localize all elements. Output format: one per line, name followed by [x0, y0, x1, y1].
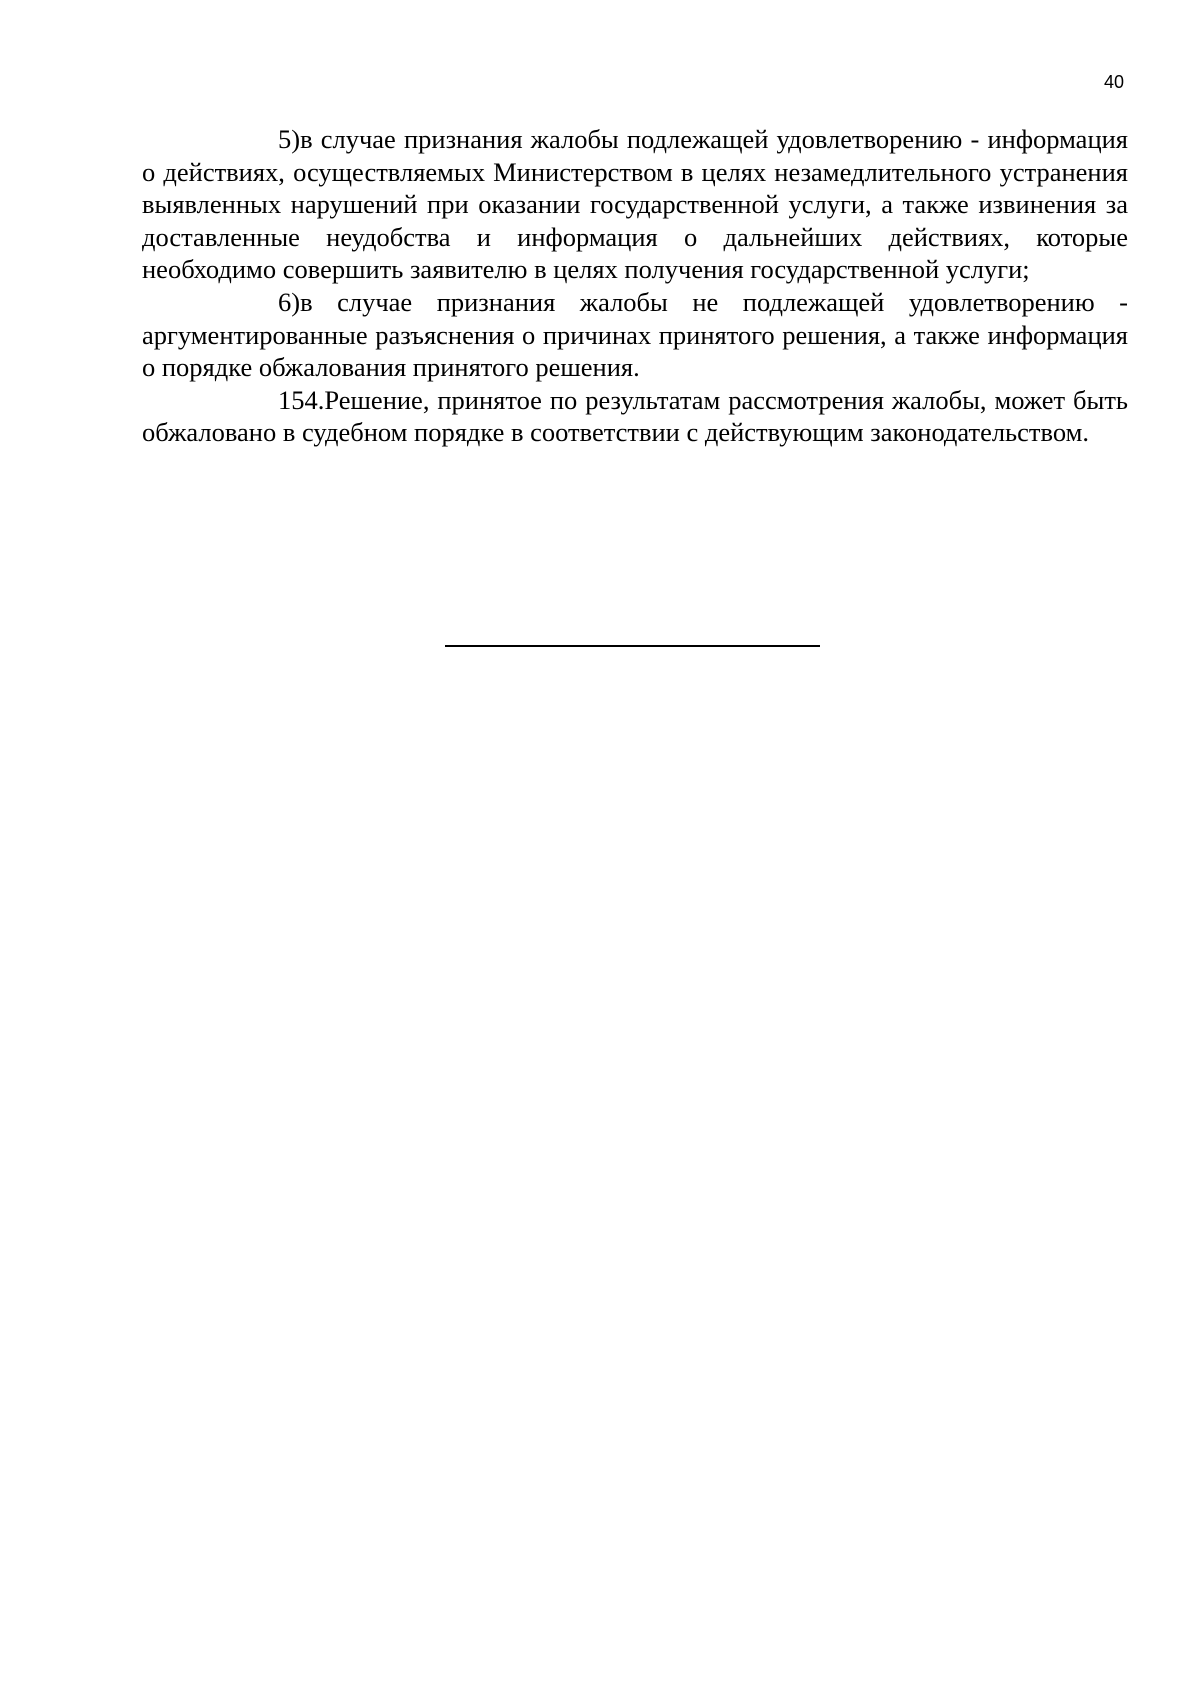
clause-number: 154.	[278, 384, 325, 415]
item-text: в случае признания жалобы не подлежащей удовлетворению - аргументированные разъяснения о причинах принятого решения, а также информация о порядке обжалования принятого решения.	[142, 286, 1128, 383]
item-text: в случае признания жалобы подлежащей удовлетворению - информация о действиях, осуществляемых Министерством в целях незамедлительного устранения выявленных нарушений при оказании государственной услуги, а также извинения за доставленные неудобства и информация о дальнейших действиях, которые необходимо совершить заявителю в целях получения государственной услуги;	[142, 124, 1128, 285]
end-of-document-rule	[445, 645, 820, 647]
clause-text: Решение, принятое по результатам рассмотрения жалобы, может быть обжаловано в судебном порядке в соответствии с действующим законодательством.	[142, 384, 1128, 448]
document-body	[142, 123, 1128, 449]
page-number: 40	[1103, 72, 1124, 92]
clause-154	[142, 384, 1128, 449]
item-number: 6)	[278, 286, 301, 317]
list-item-5	[142, 123, 1128, 286]
list-item-6	[142, 286, 1128, 384]
item-number: 5)	[278, 124, 301, 154]
